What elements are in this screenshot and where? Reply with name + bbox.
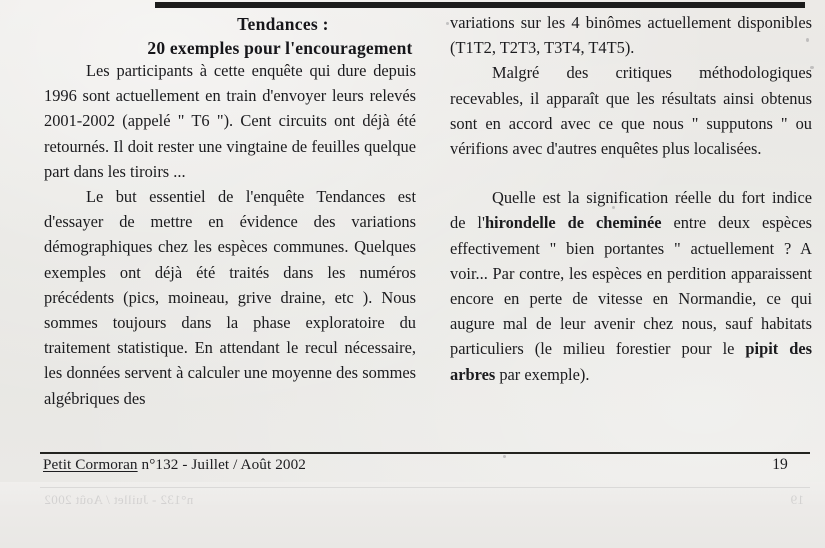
species-name-pipit: pipit des arbres	[450, 339, 812, 384]
paragraph: Les participants à cette enquête qui dure depuis 1996 sont actuellement en train d'envoyer leurs relevés 2001-2002 (appelé " T6 "). Cent circuits ont déjà été retournés. Il doit rester une vingtaine de feuilles quelque part dans les tiroirs ...	[44, 61, 416, 181]
publication-name: Petit Cormoran	[43, 456, 138, 473]
paper-sheet-margin	[0, 482, 825, 548]
article-title-line-2: 20 exemples pour l'encouragement	[147, 38, 413, 58]
footer-horizontal-rule	[40, 452, 810, 454]
scan-speck	[810, 66, 814, 69]
left-text-column	[44, 58, 416, 411]
scan-speck	[612, 206, 615, 209]
article-title-line-1: Tendances :	[237, 14, 329, 34]
scan-bleed-rule	[40, 487, 810, 488]
right-text-column	[450, 10, 812, 387]
paragraph-text-part-1: Quelle est la signification réelle du fort indice de l'	[450, 188, 812, 233]
scan-speck	[503, 455, 506, 458]
scan-bleed-publication-info: n°132 - Juillet / Août 2002	[44, 492, 194, 507]
publication-issue: n°132 - Juillet / Août 2002	[137, 456, 306, 473]
footer-publication-info	[43, 456, 306, 474]
paragraph-continuation: variations sur les 4 binômes actuellement disponibles (T1T2, T2T3, T3T4, T4T5).	[450, 13, 812, 58]
top-horizontal-rule	[155, 2, 805, 8]
paragraph-text-part-3: par exemple).	[495, 364, 590, 384]
page-number: 19	[772, 456, 788, 473]
scan-speck	[446, 22, 449, 25]
paragraph: Malgré des critiques méthodologiques recevables, il apparaît que les résultats ainsi obtenus sont en accord avec ce que nous " supputons " ou vérifions avec d'autres enquêtes plus localisées.	[450, 63, 812, 159]
paragraph-text-part-2: entre deux espèces effectivement " bien portantes " actuellement ? A voir... Par contre, les espèces en perdition apparaissent encore en perte de vitesse en Normandie, ce qui augure mal de leur avenir chez nous, sauf habitats particuliers (le milieu forestier pour le	[450, 213, 813, 359]
scan-speck	[398, 196, 401, 199]
paragraph-with-species-names	[450, 185, 812, 387]
paragraph: Le but essentiel de l'enquête Tendances est d'essayer de mettre en évidence des variations démographiques chez les espèces communes. Quelques exemples ont déjà été traités dans les numéros précédents (pics, moineau, grive draine, etc ). Nous sommes toujours dans la phase exploratoire du traitement statistique. En attendant le recul nécessaire, les données servent à calculer une moyenne des sommes algébriques des	[44, 187, 416, 408]
species-name-hirondelle: hirondelle de cheminée	[484, 213, 662, 233]
article-title	[110, 12, 450, 60]
scan-bleed-page-number: 19	[790, 492, 804, 507]
scan-speck	[806, 38, 809, 42]
